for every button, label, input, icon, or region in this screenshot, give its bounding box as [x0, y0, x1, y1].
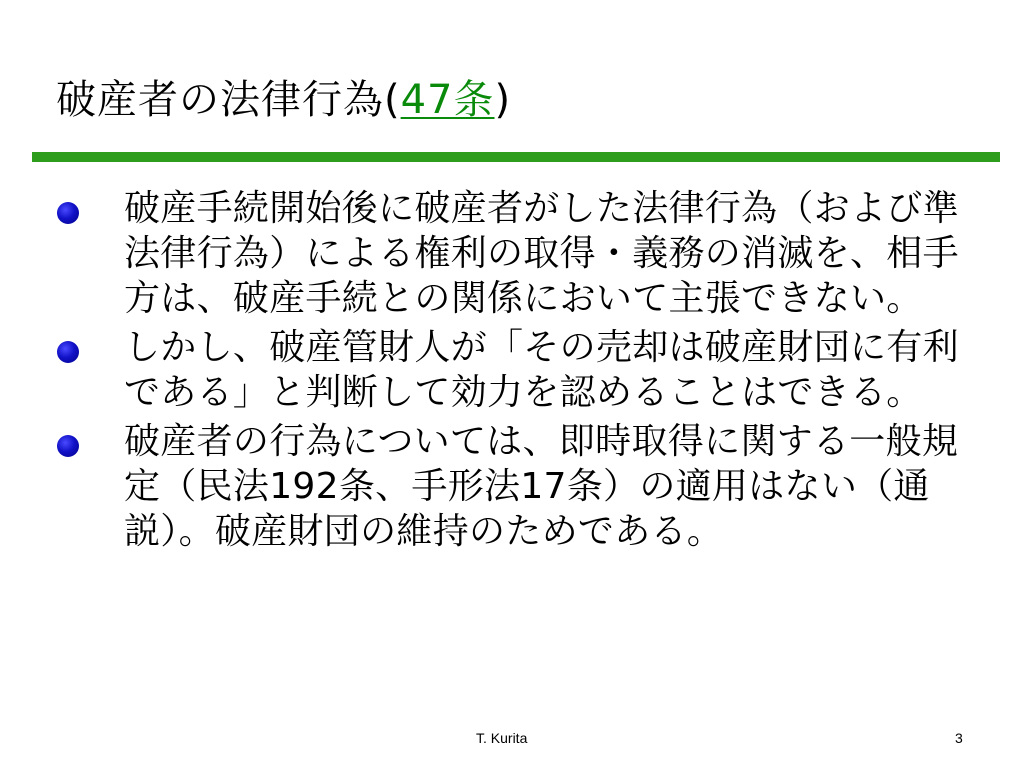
bullet-dot-icon [57, 341, 79, 363]
bullet-list [0, 186, 1024, 558]
bullet-item [0, 186, 1024, 321]
bullet-text: しかし、破産管財人が「その売却は破産財団に有利である」と判断して効力を認めることはできる。 [124, 327, 959, 413]
bullet-dot-icon [57, 435, 79, 457]
bullet-text: 破産手続開始後に破産者がした法律行為（および準法律行為）による権利の取得・義務の消滅を、相手方は、破産手続との関係において主張できない。 [124, 188, 959, 319]
page-number: 3 [955, 730, 963, 746]
title-divider [32, 152, 1000, 162]
slide-title [56, 72, 511, 128]
bullet-text: 破産者の行為については、即時取得に関する一般規定（民法192条、手形法17条）の適用はない（通説）。破産財団の維持のためである。 [124, 421, 959, 552]
bullet-item [0, 325, 1024, 415]
bullet-dot-icon [57, 202, 79, 224]
bullet-item [0, 419, 1024, 554]
title-suffix: ) [494, 77, 512, 123]
title-prefix: 破産者の法律行為( [56, 77, 401, 123]
footer-author: T. Kurita [476, 730, 528, 746]
article-47-link[interactable]: 47条 [400, 77, 495, 123]
